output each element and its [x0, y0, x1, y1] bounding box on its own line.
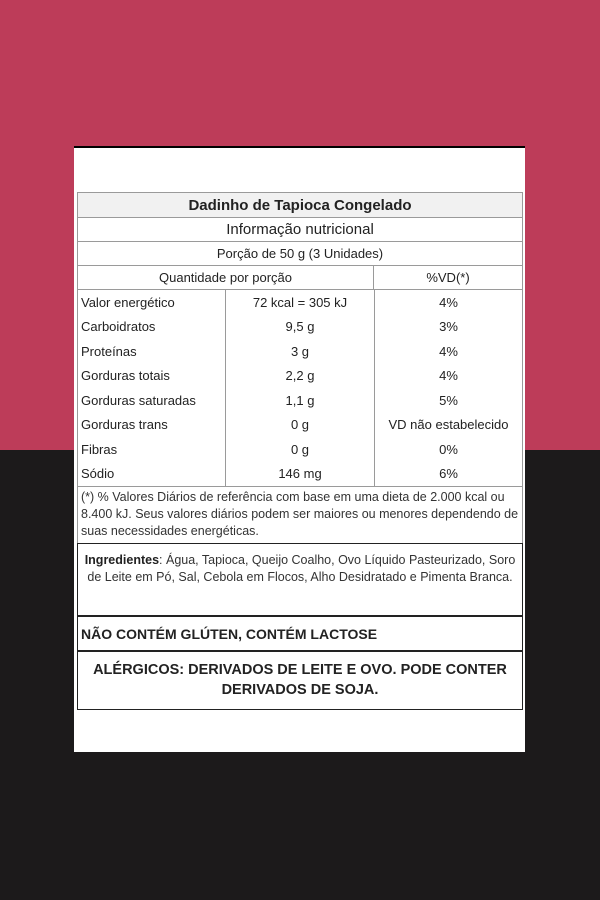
- nutrient-quantity: 72 kcal = 305 kJ: [252, 294, 348, 310]
- nutrient-quantity-column: [226, 290, 375, 486]
- section-title: Informação nutricional: [78, 218, 522, 242]
- nutrient-name: Gorduras saturadas: [81, 392, 196, 408]
- nutrient-vd: 4%: [439, 294, 458, 310]
- allergens-notice: ALÉRGICOS: DERIVADOS DE LEITE E OVO. PODE CONTER DERIVADOS DE SOJA.: [77, 651, 523, 710]
- nutrient-vd: 4%: [439, 343, 458, 359]
- header-vd: %VD(*): [426, 270, 470, 285]
- nutrient-name: Gorduras trans: [81, 417, 168, 433]
- nutrient-quantity: 3 g: [290, 343, 310, 359]
- nutrition-table: [77, 192, 523, 545]
- nutrient-name: Valor energético: [81, 294, 175, 310]
- nutrient-quantity: 1,1 g: [285, 392, 315, 408]
- nutrient-name: Sódio: [81, 466, 115, 482]
- nutrient-rows: [78, 290, 522, 487]
- nutrient-quantity: 0 g: [290, 417, 310, 433]
- nutrient-name: Gorduras totais: [81, 368, 170, 384]
- nutrient-vd-column: [375, 290, 522, 486]
- header-quantity: Quantidade por porção: [78, 266, 374, 289]
- ingredients-box: [77, 543, 523, 616]
- nutrient-vd: 3%: [439, 319, 458, 335]
- nutrient-vd: 6%: [439, 466, 458, 482]
- daily-value-footnote: (*) % Valores Diários de referência com base em uma dieta de 2.000 kcal ou 8.400 kJ. Seus valores diários podem ser maiores ou menores dependendo de suas necessidades energéticas.: [81, 490, 519, 538]
- ingredients-label: Ingredientes: [84, 553, 160, 567]
- nutrient-vd: 0%: [439, 441, 458, 457]
- nutrient-quantity: 0 g: [290, 441, 310, 457]
- product-name: Dadinho de Tapioca Congelado: [78, 193, 522, 218]
- nutrient-vd: 5%: [439, 392, 458, 408]
- gluten-notice: NÃO CONTÉM GLÚTEN, CONTÉM LACTOSE: [77, 616, 523, 651]
- nutrient-name: Carboidratos: [81, 319, 156, 335]
- nutrient-name: Fibras: [81, 441, 118, 457]
- nutrient-vd: VD não estabelecido: [388, 417, 509, 433]
- portion-size: Porção de 50 g (3 Unidades): [78, 242, 522, 266]
- ingredients-text: : Água, Tapioca, Queijo Coalho, Ovo Líquido Pasteurizado, Soro de Leite em Pó, Sal, Cebola em Flocos, Alho Desidratado e Pimenta Branca.: [87, 553, 516, 584]
- table-header: [78, 266, 522, 290]
- nutrient-vd: 4%: [439, 368, 458, 384]
- nutrient-quantity: 146 mg: [278, 466, 322, 482]
- nutrient-name: Proteínas: [81, 343, 137, 359]
- nutrient-name-column: [78, 290, 226, 486]
- nutrition-label-card: [74, 146, 525, 752]
- nutrient-quantity: 2,2 g: [285, 368, 315, 384]
- nutrient-quantity: 9,5 g: [285, 319, 315, 335]
